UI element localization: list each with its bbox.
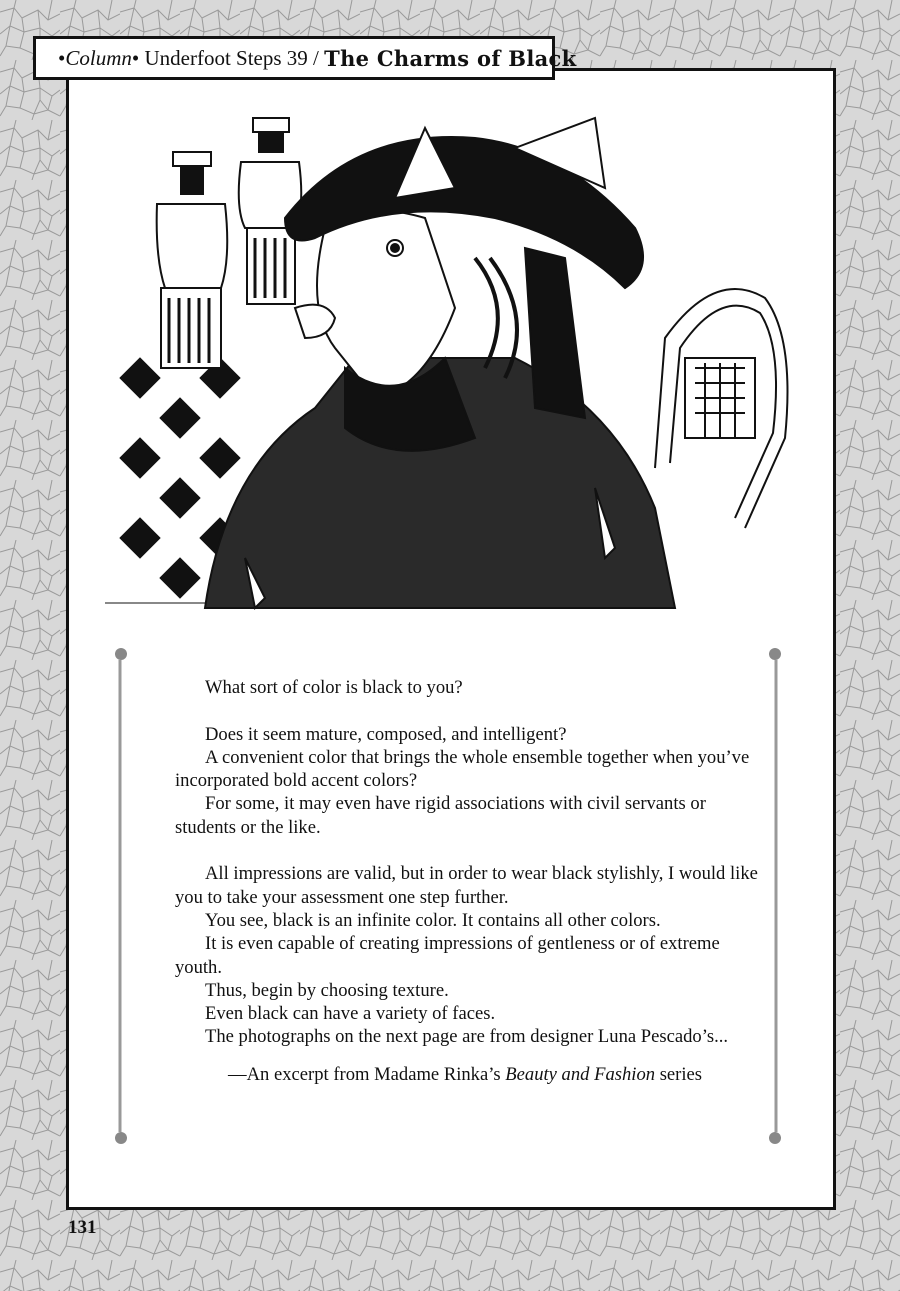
paragraph: Does it seem mature, composed, and intelligent? xyxy=(205,723,567,745)
paragraph: You see, black is an infinite color. It contains all other colors. xyxy=(205,909,661,931)
page-number: 131 xyxy=(68,1217,97,1238)
text-frame-left xyxy=(114,646,128,1146)
paragraph: All impressions are valid, but in order to wear black stylishly, I would like you to take your assessment one step further. xyxy=(175,863,758,908)
paragraph: A convenient color that brings the whole ensemble together when you’ve incorporated bold accent colors? xyxy=(175,746,750,792)
attribution-title: Beauty and Fashion xyxy=(505,1063,656,1085)
column-body xyxy=(175,676,765,1086)
column-header xyxy=(33,36,577,80)
paragraph: The photographs on the next page are from designer Luna Pescado’s... xyxy=(205,1026,729,1048)
lamp-left xyxy=(157,152,228,368)
column-title: The Charms of Black xyxy=(324,45,577,71)
column-label: Column xyxy=(65,45,132,70)
attribution-suffix: series xyxy=(655,1063,703,1085)
attribution-prefix: —An excerpt from Madame Rinka’s xyxy=(228,1063,506,1085)
paragraph: Even black can have a variety of faces. xyxy=(205,1003,496,1025)
bullet-right: • xyxy=(131,45,145,70)
text-frame-right xyxy=(768,646,782,1146)
chair xyxy=(655,289,788,528)
paragraph: Thus, begin by choosing texture. xyxy=(205,979,449,1001)
paragraph: It is even capable of creating impressions of gentleness or of extreme youth. xyxy=(175,933,720,978)
bullet-left: • xyxy=(58,45,66,70)
illustration xyxy=(95,108,815,618)
attribution xyxy=(175,1063,765,1086)
paragraph: What sort of color is black to you? xyxy=(205,677,463,698)
series-text: Underfoot Steps 39 / xyxy=(144,45,319,70)
paragraph: For some, it may even have rigid associations with civil servants or students or the like. xyxy=(175,793,706,838)
